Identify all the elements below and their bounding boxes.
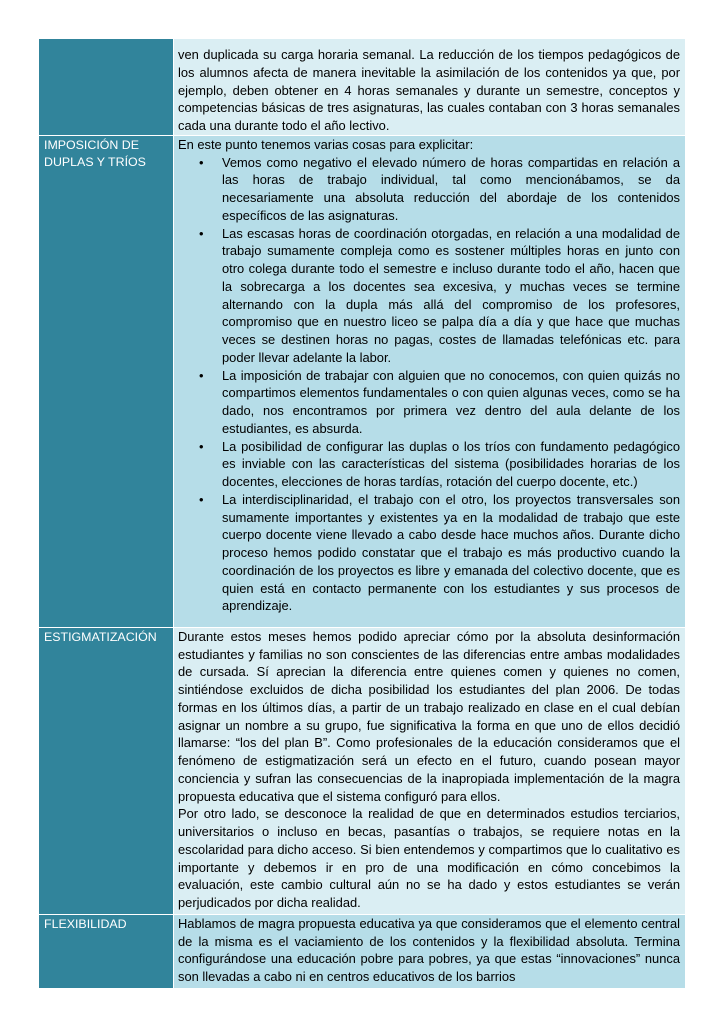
list-item: • Vemos como negativo el elevado número de horas compartidas en relación a las horas de trabajo individual, tal como mencionábamos, se da necesariamente una absoluta reducción del abordaje de los contenidos específicos de las asignaturas. bbox=[222, 154, 680, 225]
list-item: • La interdisciplinaridad, el trabajo con el otro, los proyectos transversales son sumamente importantes y existentes ya en la modalidad de trabajo que este cuerpo docente viene llevado a cabo desde hace muchos años. Durante dicho proceso hemos podido constatar que el trabajo es más productivo cuando la coordinación de los proyectos es libre y emanada del colectivo docente, que es quien está en contacto permanente con los estudiantes y sus procesos de aprendizaje. bbox=[222, 491, 680, 615]
table-row bbox=[39, 914, 686, 988]
list-item: • La posibilidad de configurar las duplas o los tríos con fundamento pedagógico es inviable con las características del sistema (posibilidades horarias de los docentes, elecciones de horas tardías, rotación del cuerpo docente, etc.) bbox=[222, 438, 680, 491]
row-label bbox=[39, 39, 174, 136]
row-content bbox=[174, 135, 686, 627]
row-label: FLEXIBILIDAD bbox=[39, 914, 174, 988]
bullet-list bbox=[178, 154, 680, 616]
row-content bbox=[174, 627, 686, 914]
list-item: • La imposición de trabajar con alguien que no conocemos, con quien quizás no compartimos elementos fundamentales o con quien algunas veces, como se ha dado, nos encontramos por primera vez dentro del aula delante de los estudiantes, es absurda. bbox=[222, 367, 680, 438]
intro-text: En este punto tenemos varias cosas para explicitar: bbox=[178, 136, 474, 152]
row-content bbox=[174, 914, 686, 988]
table-row bbox=[39, 627, 686, 914]
row-label: ESTIGMATIZACIÓN bbox=[39, 627, 174, 914]
table-row bbox=[39, 39, 686, 136]
row-content bbox=[174, 39, 686, 136]
report-table bbox=[38, 38, 686, 989]
table-row bbox=[39, 135, 686, 627]
document-page bbox=[38, 38, 686, 989]
row-label: IMPOSICIÓN DE DUPLAS Y TRÍOS bbox=[39, 135, 174, 627]
paragraph: Durante estos meses hemos podido apreciar cómo por la absoluta desinformación estudiantes y familias no son conscientes de las diferencias entre ambas modalidades de cursada. Sí aprecian la diferencia entre quienes comen y quienes no comen, sintiéndose excluidos de dicha posibilidad los estudiantes del plan 2006. De todas formas en los últimos días, a partir de un trabajo realizado en clase en el cual debían asignar un nombre a su grupo, fue significativa la forma en que uno de ellos decidió llamarse: “los del plan B”. Como profesionales de la educación consideramos que el fenómeno de estigmatización será un efecto en el futuro, cuando posean mayor conciencia y sufran las consecuencias de la inapropiada implementación de la magra propuesta educativa que el sistema configuró para ellos. bbox=[178, 628, 680, 804]
list-item: • Las escasas horas de coordinación otorgadas, en relación a una modalidad de trabajo sumamente compleja como es sostener múltiples horas en junto con otro colega durante todo el semestre e incluso durante todo el año, hacen que la sobrecarga a los docentes sea excesiva, y muchas veces se termine alternando con la dupla más allá del compromiso de los profesores, compromiso que en nuestro liceo se palpa día a día y que hace que muchas veces se destinen horas no pagas, costes de llamadas telefónicas etc. para poder llevar adelante la labor. bbox=[222, 225, 680, 367]
paragraph: Hablamos de magra propuesta educativa ya que consideramos que el elemento central de la misma es el vaciamiento de los contenidos y la flexibilidad absoluta. Termina configurándose una educación pobre para pobres, ya que estas “innovaciones” nunca son llevadas a cabo ni en centros educativos de los barrios bbox=[178, 915, 680, 984]
paragraph: ven duplicada su carga horaria semanal. La reducción de los tiempos pedagógicos de los alumnos afecta de manera inevitable la asimilación de los contenidos ya que, por ejemplo, deben obtener en 4 horas semanales y durante un semestre, conceptos y competencias básicas de tres asignaturas, las cuales contaban con 3 horas semanales cada una durante todo el año lectivo. bbox=[178, 47, 680, 133]
paragraph: Por otro lado, se desconoce la realidad de que en determinados estudios terciarios, universitarios o incluso en becas, pasantías o trabajos, se requiere notas en la escolaridad para dicho acceso. Si bien entendemos y compartimos que lo cualitativo es importante y debemos ir en pro de una modificación en cómo concebimos la evaluación, este cambio cultural aún no se ha dado y estos estudiantes se verán perjudicados por dicha realidad. bbox=[178, 806, 680, 910]
